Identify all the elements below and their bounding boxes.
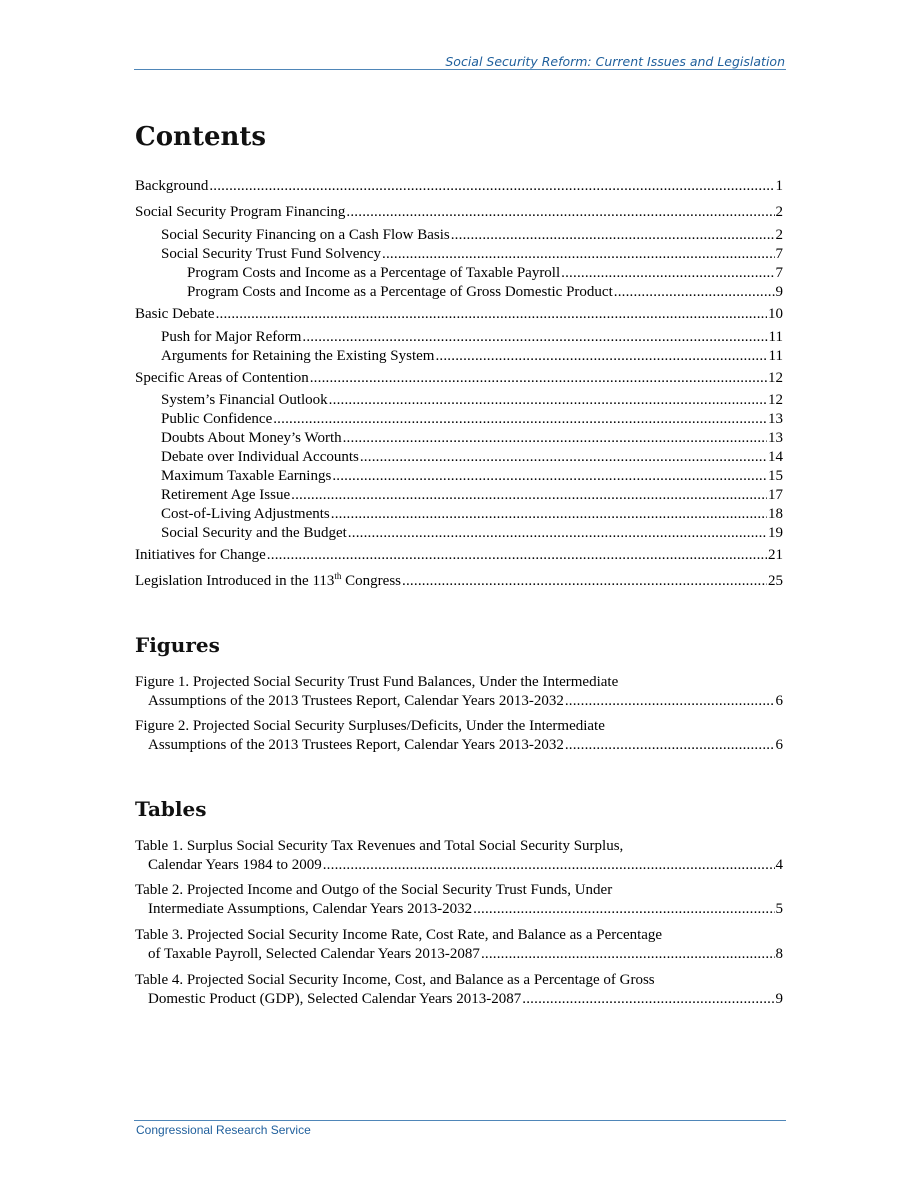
dot-leader bbox=[209, 177, 774, 195]
toc-entry[interactable] bbox=[161, 328, 783, 346]
footer-rule bbox=[134, 1120, 786, 1121]
toc-entry-label: Initiatives for Change bbox=[135, 547, 266, 563]
toc-entry[interactable] bbox=[135, 369, 783, 387]
toc-entry-label: Specific Areas of Contention bbox=[135, 370, 309, 386]
toc-entry-label: Maximum Taxable Earnings bbox=[161, 468, 332, 484]
toc-entry[interactable] bbox=[161, 347, 783, 365]
dot-leader bbox=[302, 328, 767, 346]
toc-entry-label: Push for Major Reform bbox=[161, 329, 302, 345]
toc-entry-page: 12 bbox=[768, 392, 783, 408]
toc-entry-page: 11 bbox=[768, 348, 783, 364]
toc-entry[interactable] bbox=[135, 572, 783, 590]
toc-entry-label: System’s Financial Outlook bbox=[161, 392, 328, 408]
toc-entry-page: 17 bbox=[768, 487, 783, 503]
dot-leader bbox=[451, 226, 775, 244]
table-entry-title[interactable]: Table 1. Surplus Social Security Tax Revenues and Total Social Security Surplus, bbox=[135, 838, 624, 854]
toc-entry[interactable] bbox=[161, 448, 783, 466]
table-entry-label: of Taxable Payroll, Selected Calendar Years 2013-2087 bbox=[148, 946, 480, 962]
toc-entry-label: Public Confidence bbox=[161, 411, 273, 427]
toc-entry-page: 7 bbox=[775, 246, 783, 262]
toc-entry-label bbox=[135, 572, 401, 590]
toc-entry-label-tail: Congress bbox=[341, 573, 402, 589]
toc-entry-page: 25 bbox=[768, 573, 783, 589]
toc-entry-page: 2 bbox=[775, 227, 783, 243]
toc-entry-label: Retirement Age Issue bbox=[161, 487, 291, 503]
toc-entry-page: 11 bbox=[768, 329, 783, 345]
dot-leader bbox=[310, 369, 767, 387]
table-entry[interactable] bbox=[148, 945, 783, 963]
toc-entry[interactable] bbox=[135, 203, 783, 221]
toc-entry-page: 10 bbox=[768, 306, 783, 322]
toc-entry[interactable] bbox=[161, 467, 783, 485]
table-entry[interactable] bbox=[148, 990, 783, 1008]
table-entry-page: 5 bbox=[775, 901, 783, 917]
toc-entry-page: 13 bbox=[768, 411, 783, 427]
dot-leader bbox=[473, 900, 774, 918]
figures-heading: Figures bbox=[135, 633, 220, 657]
table-entry-page: 4 bbox=[775, 857, 783, 873]
toc-entry-page: 13 bbox=[768, 430, 783, 446]
dot-leader bbox=[343, 429, 767, 447]
table-entry-title[interactable]: Table 3. Projected Social Security Income Rate, Cost Rate, and Balance as a Percentage bbox=[135, 927, 663, 943]
toc-entry-label: Program Costs and Income as a Percentage of Gross Domestic Product bbox=[187, 284, 613, 300]
table-entry[interactable] bbox=[148, 900, 783, 918]
dot-leader bbox=[382, 245, 774, 263]
toc-entry-label: Doubts About Money’s Worth bbox=[161, 430, 342, 446]
table-entry-label: Domestic Product (GDP), Selected Calendar Years 2013-2087 bbox=[148, 991, 522, 1007]
table-entry-label: Intermediate Assumptions, Calendar Years 2013-2032 bbox=[148, 901, 473, 917]
table-entry-page: 8 bbox=[775, 946, 783, 962]
toc-entry[interactable] bbox=[135, 305, 783, 323]
toc-entry-page: 9 bbox=[775, 284, 783, 300]
dot-leader bbox=[565, 736, 775, 754]
dot-leader bbox=[565, 692, 775, 710]
table-entry-title[interactable]: Table 2. Projected Income and Outgo of the Social Security Trust Funds, Under bbox=[135, 882, 613, 898]
dot-leader bbox=[561, 264, 774, 282]
toc-entry-page: 7 bbox=[775, 265, 783, 281]
toc-entry-label: Cost-of-Living Adjustments bbox=[161, 506, 330, 522]
toc-entry[interactable] bbox=[161, 524, 783, 542]
toc-entry-label: Social Security Financing on a Cash Flow Basis bbox=[161, 227, 450, 243]
toc-entry-label: Basic Debate bbox=[135, 306, 215, 322]
toc-entry-page: 19 bbox=[768, 525, 783, 541]
toc-entry[interactable] bbox=[161, 486, 783, 504]
table-entry-label: Calendar Years 1984 to 2009 bbox=[148, 857, 322, 873]
toc-entry[interactable] bbox=[135, 546, 783, 564]
footer-publisher: Congressional Research Service bbox=[136, 1123, 311, 1137]
toc-entry[interactable] bbox=[135, 177, 783, 195]
toc-entry[interactable] bbox=[161, 410, 783, 428]
dot-leader bbox=[273, 410, 767, 428]
toc-entry-label: Arguments for Retaining the Existing System bbox=[161, 348, 435, 364]
toc-entry-page: 18 bbox=[768, 506, 783, 522]
toc-entry-label: Social Security Trust Fund Solvency bbox=[161, 246, 382, 262]
figure-entry-title[interactable]: Figure 2. Projected Social Security Surpluses/Deficits, Under the Intermediate bbox=[135, 718, 605, 734]
running-head: Social Security Reform: Current Issues and Legislation bbox=[445, 54, 785, 69]
dot-leader bbox=[331, 505, 767, 523]
toc-entry-page: 2 bbox=[775, 204, 783, 220]
table-entry-title[interactable]: Table 4. Projected Social Security Income, Cost, and Balance as a Percentage of Gross bbox=[135, 972, 655, 988]
toc-entry-label-main: Legislation Introduced in the 113 bbox=[135, 573, 335, 589]
toc-entry-label: Social Security and the Budget bbox=[161, 525, 347, 541]
toc-entry-label-superscript: th bbox=[334, 571, 342, 581]
dot-leader bbox=[348, 524, 767, 542]
dot-leader bbox=[346, 203, 774, 221]
figure-entry-label: Assumptions of the 2013 Trustees Report, Calendar Years 2013-2032 bbox=[148, 693, 564, 709]
tables-heading: Tables bbox=[135, 797, 207, 821]
dot-leader bbox=[216, 305, 767, 323]
toc-entry-label: Background bbox=[135, 178, 209, 194]
dot-leader bbox=[329, 391, 767, 409]
figure-entry-page: 6 bbox=[775, 737, 783, 753]
dot-leader bbox=[402, 572, 767, 590]
figure-entry[interactable] bbox=[148, 692, 783, 710]
toc-entry[interactable] bbox=[161, 226, 783, 244]
dot-leader bbox=[332, 467, 767, 485]
toc-entry[interactable] bbox=[161, 505, 783, 523]
dot-leader bbox=[323, 856, 775, 874]
toc-entry[interactable] bbox=[161, 429, 783, 447]
dot-leader bbox=[435, 347, 767, 365]
toc-entry-label: Social Security Program Financing bbox=[135, 204, 346, 220]
figure-entry-label: Assumptions of the 2013 Trustees Report, Calendar Years 2013-2032 bbox=[148, 737, 564, 753]
toc-entry-page: 15 bbox=[768, 468, 783, 484]
dot-leader bbox=[522, 990, 774, 1008]
header-rule bbox=[134, 69, 786, 70]
toc-entry[interactable] bbox=[187, 264, 783, 282]
contents-heading: Contents bbox=[135, 122, 267, 152]
toc-entry[interactable] bbox=[161, 391, 783, 409]
toc-entry-page: 12 bbox=[768, 370, 783, 386]
table-entry[interactable] bbox=[148, 856, 783, 874]
figure-entry-title[interactable]: Figure 1. Projected Social Security Trust Fund Balances, Under the Intermediate bbox=[135, 674, 619, 690]
toc-entry-page: 21 bbox=[768, 547, 783, 563]
figure-entry[interactable] bbox=[148, 736, 783, 754]
dot-leader bbox=[481, 945, 775, 963]
toc-entry-label: Program Costs and Income as a Percentage of Taxable Payroll bbox=[187, 265, 561, 281]
dot-leader bbox=[360, 448, 767, 466]
figure-entry-page: 6 bbox=[775, 693, 783, 709]
toc-entry-page: 1 bbox=[775, 178, 783, 194]
toc-entry-label: Debate over Individual Accounts bbox=[161, 449, 359, 465]
table-entry-page: 9 bbox=[775, 991, 783, 1007]
toc-entry[interactable] bbox=[187, 283, 783, 301]
dot-leader bbox=[291, 486, 767, 504]
dot-leader bbox=[614, 283, 775, 301]
dot-leader bbox=[267, 546, 767, 564]
toc-entry[interactable] bbox=[161, 245, 783, 263]
toc-entry-page: 14 bbox=[768, 449, 783, 465]
